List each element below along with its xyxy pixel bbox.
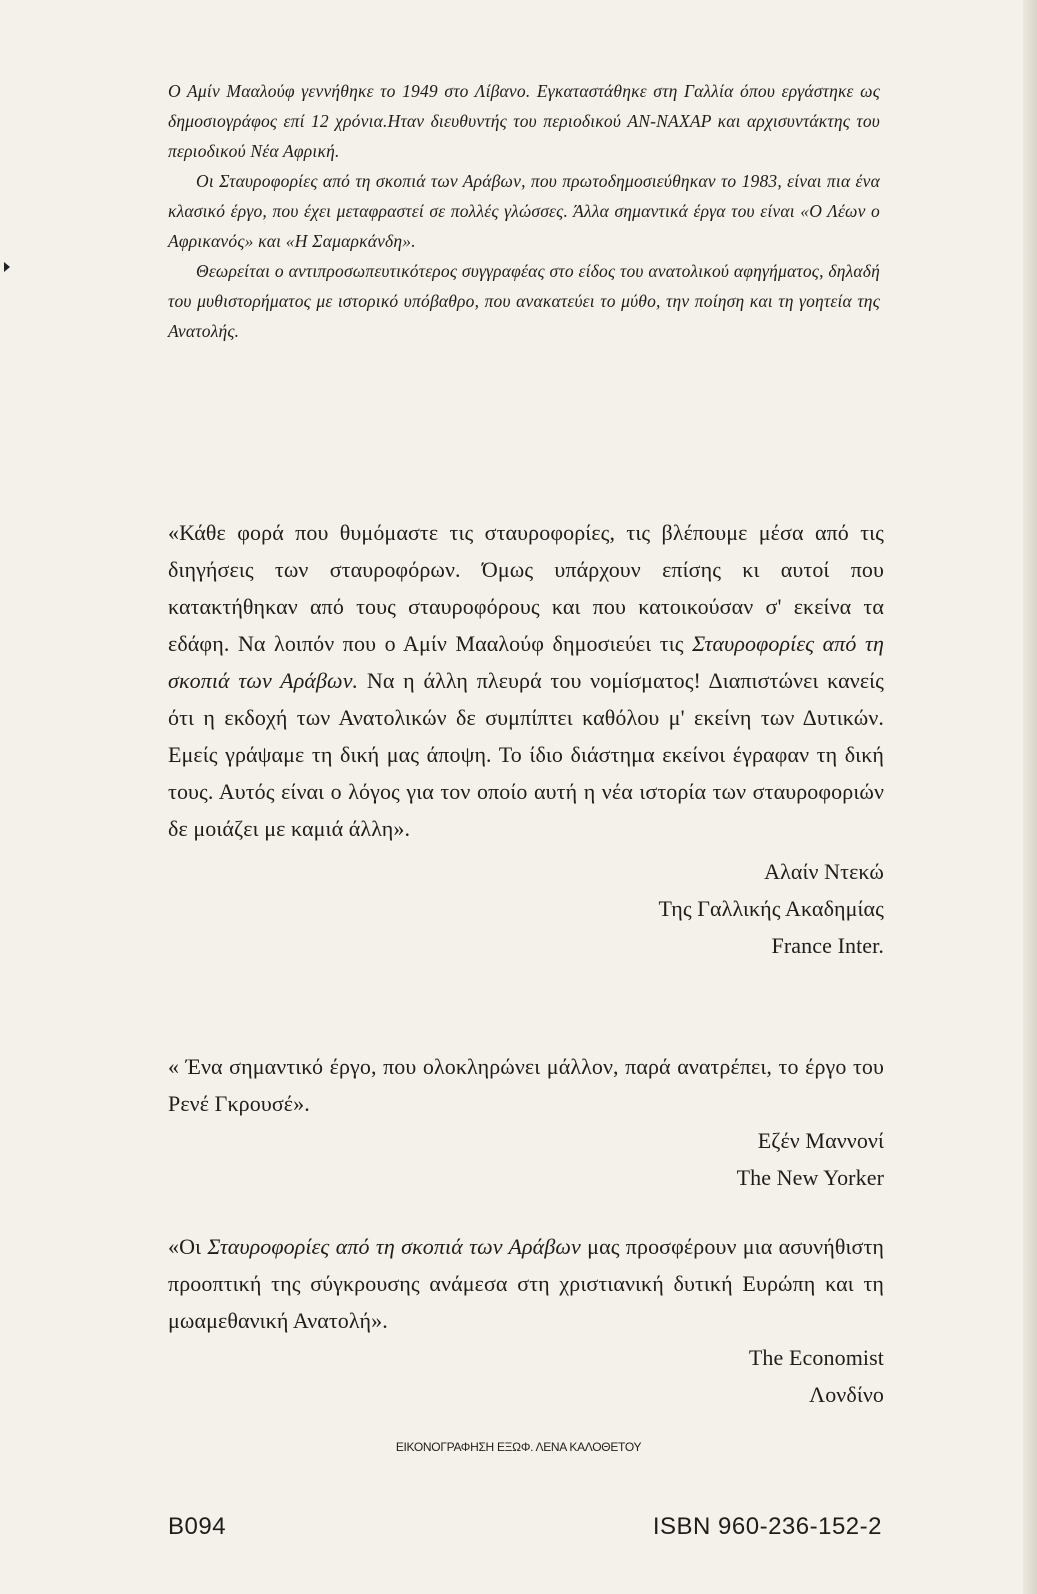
catalog-code: Β094: [168, 1513, 227, 1540]
review-quote-1: [168, 514, 884, 964]
bio-paragraph-1: Ο Αμίν Μααλούφ γεννήθηκε το 1949 στο Λίβανο. Εγκαταστάθηκε στη Γαλλία όπου εργάστηκε ως δημοσιογράφος επί 12 χρόνια.Ηταν διευθυντής του περιοδικού AN-NAXAP και αρχισυντάκτης του περιοδικού Νέα Αφρική.: [168, 81, 880, 161]
quote-2-text: « Ένα σημαντικό έργο, που ολοκληρώνει μάλλον, παρά ανατρέπει, το έργο του Ρενέ Γκρουσέ».: [168, 1054, 884, 1116]
isbn: ISBN 960-236-152-2: [652, 1513, 882, 1540]
author-bio: [168, 76, 880, 346]
margin-mark: [4, 262, 10, 272]
quote-3-text-a: «Οι: [168, 1234, 208, 1259]
quote-3-text: [168, 1228, 884, 1339]
bio-paragraph-2: Οι Σταυροφορίες από τη σκοπιά των Αράβων, που πρωτοδημοσιεύθηκαν το 1983, είναι πια ένα κλασικό έργο, που έχει μεταφραστεί σε πολλές γλώσσες. Άλλα σημαντικά έργα του είναι «Ο Λέων ο Αφρικανός» και «Η Σαμαρκάνδη».: [168, 171, 880, 251]
review-quote-3: [168, 1228, 884, 1413]
quote-1-book-title: Σταυροφορίες από τη σκοπιά των Αράβων.: [168, 631, 884, 693]
bio-paragraph-3: Θεωρείται ο αντιπροσωπευτικότερος συγγραφέας στο είδος του ανατολικού αφηγήματος, δηλαδή του μυθιστορήματος με ιστορικό υπόβαθρο, που ανακατεύει το μύθο, την ποίηση και τη γοητεία της Ανατολής.: [168, 261, 880, 341]
quote-1-author: Αλαίν Ντεκώ: [764, 859, 884, 884]
review-quote-2: [168, 1048, 884, 1196]
quote-1-text-a: «Κάθε φορά που θυμόμαστε τις σταυροφορίες, τις βλέπουμε μέσα από τις διηγήσεις των σταυροφόρων. Όμως υπάρχουν επίσης κι αυτοί που κατακτήθηκαν από τους σταυροφόρους και που κατοικούσαν σ' εκείνα τα εδάφη. Να λοιπόν που ο Αμίν Μααλούφ δημοσιεύει τις: [168, 520, 884, 656]
quote-3-place: Λονδίνο: [809, 1382, 884, 1407]
quote-2-source: The New Yorker: [736, 1165, 884, 1190]
illustration-credit: ΕΙΚΟΝΟΓΡΑΦΗΣΗ ΕΞΩΦ. ΛΕΝΑ ΚΑΛΟΘΕΤΟΥ: [395, 1440, 642, 1454]
quote-1-source: France Inter.: [771, 933, 884, 958]
quote-1-text: [168, 514, 884, 847]
quote-1-text-b: Να η άλλη πλευρά του νομίσματος! Διαπιστώνει κανείς ότι η εκδοχή των Ανατολικών δε συμπίπτει καθόλου μ' εκείνη των Δυτικών. Εμείς γράψαμε τη δική μας άποψη. Το ίδιο διάστημα εκείνοι έγραφαν τη δική τους. Αυτός είναι ο λόγος για τον οποίο αυτή η νέα ιστορία των σταυροφοριών δε μοιάζει με καμιά άλλη».: [168, 668, 884, 841]
quote-2-author: Εζέν Μαννονί: [757, 1128, 884, 1153]
page-edge: [1023, 0, 1037, 1594]
quote-1-attribution: [168, 853, 884, 964]
quote-3-source: The Economist: [748, 1345, 884, 1370]
quote-2-attribution: [168, 1122, 884, 1196]
quote-3-attribution: [168, 1339, 884, 1413]
quote-1-affiliation: Της Γαλλικής Ακαδημίας: [658, 896, 884, 921]
quote-3-book-title: Σταυροφορίες από τη σκοπιά των Αράβων: [207, 1234, 581, 1259]
quote-3-text-b: μας προσφέρουν μια ασυνήθιστη προοπτική της σύγκρουσης ανάμεσα στη χριστιανική δυτική Ευρώπη και τη μωαμεθανική Ανατολή».: [168, 1234, 884, 1333]
